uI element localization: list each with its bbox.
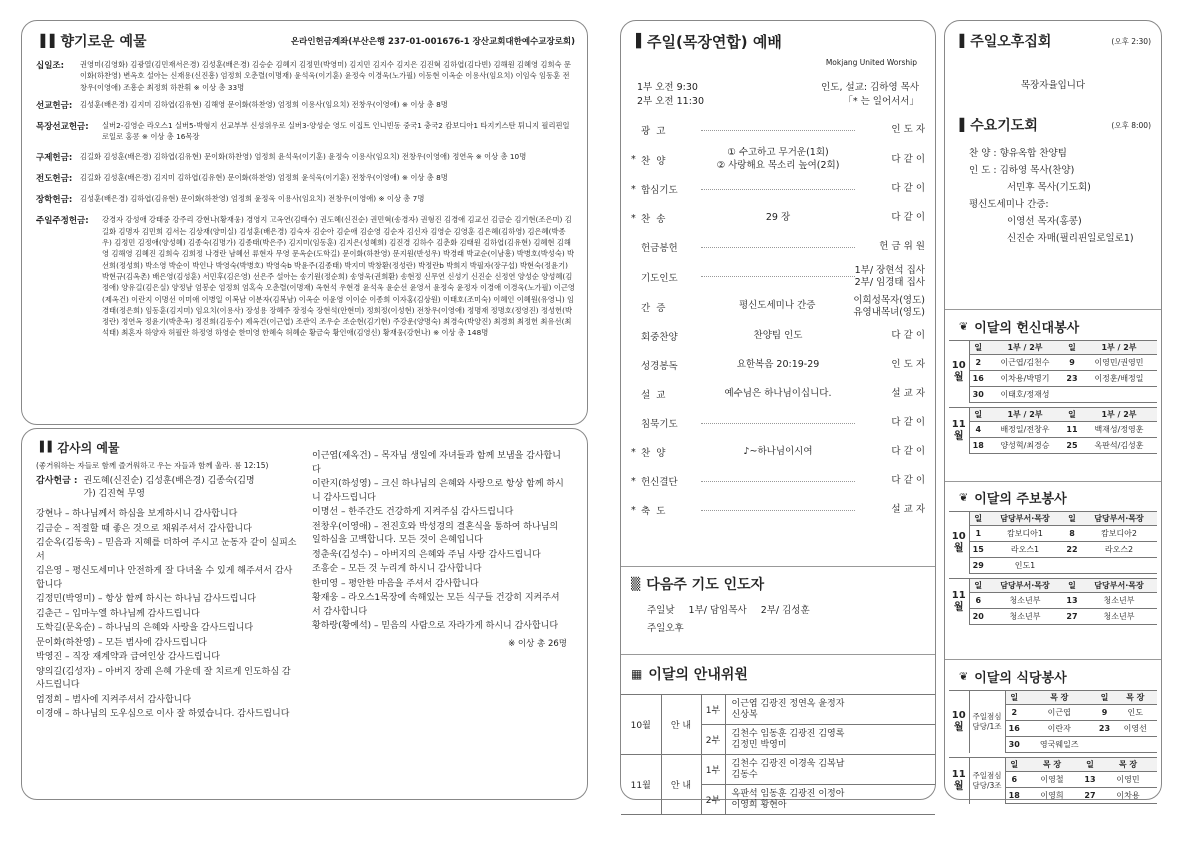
schedule-day <box>1063 558 1081 574</box>
schedule-name: 이영민 <box>1099 772 1157 788</box>
worship-item-leader: 다 같 이 <box>891 153 925 165</box>
offering-names: 권영미(김영화) 김광열(김민재서은경) 김성훈(배은경) 김승순 김혜지 김정민(박영미) 김지민 김지수 김지은 김진혁 김하엽(김다빈) 김해원 김혜영 김희숙 문이화(하찬영) 변옥호 설아는 신재용(신진흥) 엄정희 오춘렬(이명재) 윤석욱(이기훈) 윤정숙 이경욱(노가필) 이동현 이옥순 이용사(임요치) 이임숙 임동훈 전창우(이영애) 조흥순 최정희 하찬휘 ※ 이상 총 33명 <box>80 60 571 92</box>
guide-month: 10월 <box>621 695 661 755</box>
worship-item-mid: 찬양팀 인도 <box>753 329 803 341</box>
thanks-entry: 김금순 – 적절할 때 좋은 것으로 채워주셔서 감사합니다 <box>36 523 252 534</box>
schedule-day: 11 <box>1063 422 1081 438</box>
thanks-column-left <box>36 508 298 723</box>
schedule-day: 8 <box>1063 526 1081 542</box>
worship-item-name: 헌금봉헌 <box>641 243 678 254</box>
schedule-name: 이태호/정재성 <box>987 387 1063 403</box>
worship-item <box>631 116 925 145</box>
thanks-entry: 도학길(문옥순) – 하나님의 은혜와 사랑을 감사드립니다 <box>36 623 254 634</box>
offering-label: 십일조: <box>36 61 65 71</box>
offering-section <box>36 214 575 338</box>
thanks-offering-text: 권도혜(신진순) 김성훈(배은경) 김종숙(김명가) 김진혁 무영 <box>83 476 255 499</box>
standing-star: * <box>631 504 636 516</box>
schedule-header: 1부 / 2부 <box>987 408 1063 422</box>
bulletin-title: 이달의 주보봉사 <box>974 492 1067 507</box>
schedule-header: 일 <box>1063 512 1081 526</box>
schedule-name: 이영철 <box>1023 772 1081 788</box>
schedule-day: 6 <box>1005 772 1023 788</box>
schedule-day: 18 <box>1005 788 1023 804</box>
thanks-entry: 김춘근 – 입마누엘 하나님께 감사드립니다 <box>36 608 200 619</box>
guide-names: 김천수 김광진 이경욱 김복남 김동수 <box>725 755 935 785</box>
thanks-entry: 이근엽(제옥건) – 목자님 생일에 자녀들과 함께 보냄을 감사합니다 <box>312 451 561 475</box>
worship-item <box>631 262 925 292</box>
worship-item-mid <box>701 481 855 482</box>
account-text: 온라인헌금계좌(부산은행 237-01-001676-1 장산교회대한예수교장로회) <box>290 37 575 47</box>
schedule-day: 6 <box>969 593 987 609</box>
worship-item-mid <box>701 247 855 248</box>
worship-item <box>631 292 925 322</box>
offering-section <box>36 120 575 143</box>
schedule-name: 이정훈/배정일 <box>1081 371 1157 387</box>
schedule-day: 2 <box>1005 705 1023 721</box>
guide-role: 안 내 <box>661 755 701 815</box>
worship-box <box>620 20 936 810</box>
guides-table <box>621 694 935 815</box>
bars-icon: ▐ <box>955 118 965 132</box>
schedule-day: 18 <box>969 438 987 454</box>
service-time-2: 2부 오전 11:30 <box>637 96 704 108</box>
schedule-name: 라오스2 <box>1081 542 1157 558</box>
worship-item-leader: 인 도 자 <box>891 124 925 136</box>
schedule-header: 일 <box>1081 758 1099 772</box>
worship-item-name: 찬 양 <box>641 448 666 459</box>
thanks-entry: 엄정희 – 범사에 지켜주셔서 감사합니다 <box>36 694 192 705</box>
wednesday-line: 평신도세미나 간증: <box>969 199 1049 211</box>
thanks-offering-label: 감사헌금 : <box>36 476 78 486</box>
offering-label: 장학헌금: <box>36 195 73 206</box>
worship-item-leader: 다 같 이 <box>891 475 925 487</box>
schedule-name: 영국웨일즈 <box>1023 737 1095 753</box>
service-leader: 인도, 설교: 김하영 목사 <box>821 82 919 93</box>
worship-item-name: 헌신결단 <box>641 477 678 488</box>
schedule-side: 주일점심 담당/3조 <box>969 758 1005 804</box>
worship-item-leader: 다 같 이 <box>891 183 925 195</box>
schedule-day: 2 <box>969 355 987 371</box>
dedication-tables <box>949 340 1157 454</box>
offering-section <box>36 151 575 163</box>
worship-title: 주일(목장연합) 예배 <box>647 33 782 51</box>
guide-session: 2부 <box>701 785 725 815</box>
schedule-header: 목 장 <box>1023 691 1095 705</box>
schedule-day <box>1095 737 1113 753</box>
schedule-name: 이근엽 <box>1023 705 1095 721</box>
schedule-name <box>1081 558 1157 574</box>
worship-item-mid <box>701 130 855 131</box>
worship-item-mid <box>701 423 855 424</box>
schedule-day: 16 <box>1005 721 1023 737</box>
thanks-entry: 한미영 – 평안한 마음을 주셔서 감사합니다 <box>312 578 479 589</box>
schedule-month: 10 월 <box>949 691 969 753</box>
offering-section <box>36 172 575 184</box>
thanks-entry: 황하랑(황예석) – 믿음의 사람으로 자라가게 하시니 감사합니다 <box>312 621 559 632</box>
schedule-name: 인도1 <box>987 558 1063 574</box>
worship-item-name: 설 교 <box>641 390 666 401</box>
next-prayer-day2: 주일오후 <box>647 623 684 634</box>
worship-item-leader: 1부/ 장현석 집사 2부/ 임경태 집사 <box>854 264 925 288</box>
wednesday-title: 수요기도회 <box>970 118 1038 134</box>
schedule-day: 13 <box>1081 772 1099 788</box>
grid-icon: ▦ <box>631 667 643 681</box>
afternoon-text: 목장자율입니다 <box>1020 80 1086 91</box>
guide-names: 이근엽 김광진 정연옥 윤정자 신상복 <box>725 695 935 725</box>
thanks-total: ※ 이상 총 26명 <box>508 638 567 649</box>
worship-item-mid: 평신도세미나 간증 <box>738 300 816 312</box>
thanks-column-right <box>312 450 567 634</box>
worship-item-leader: 헌 금 위 원 <box>879 241 925 253</box>
offering-names: 김길화 김성훈(배은경) 김하엽(김유현) 문이화(하찬영) 엄정희 윤석욱(이기훈) 윤정숙 이용사(임요치) 전창우(이영애) 정연옥 ※ 이상 총 10명 <box>80 152 527 162</box>
worship-item-name: 간 증 <box>641 302 666 314</box>
schedule-name <box>1113 737 1157 753</box>
wednesday-lines <box>969 145 1151 248</box>
thanks-entry: 황재웅 – 라오스1목장에 속해있는 모든 식구들 건강히 지켜주셔서 감사합니다 <box>312 593 560 617</box>
worship-item <box>631 175 925 204</box>
worship-item-name: 성경봉독 <box>641 361 678 372</box>
schedule-day: 9 <box>1063 355 1081 371</box>
schedule-month: 11 월 <box>949 408 969 454</box>
offering-section <box>36 193 575 205</box>
offering-names: 김길화 김성훈(배은경) 김지미 김하엽(김유현) 문이화(하찬영) 엄정희 윤석욱(이기훈) 전창우(이영애) ※ 이상 총 8명 <box>80 173 448 183</box>
schedule-side: 주일점심 담당/1조 <box>969 691 1005 753</box>
thanks-entry: 전창우(이영애) – 전진호와 박성경의 결혼식을 통하여 하나님의 일하심을 고백합니다. 모든 것이 은혜입니다 <box>312 521 559 546</box>
offering-sections <box>36 59 575 339</box>
worship-item-name: 침묵기도 <box>641 419 678 430</box>
schedule-name: 이란자 <box>1023 721 1095 737</box>
worship-item <box>631 204 925 233</box>
guide-names: 옥판석 임동훈 김광진 이정아 이영희 황현아 <box>725 785 935 815</box>
schedule-day: 15 <box>969 542 987 558</box>
worship-item-mid <box>701 189 855 190</box>
worship-item-mid: 29 장 <box>765 211 791 223</box>
worship-subtitle: Mokjang United Worship <box>825 58 917 67</box>
schedule-header: 담당부서·목장 <box>987 512 1063 526</box>
schedule-name: 이근엽/김천수 <box>987 355 1063 371</box>
schedule-name: 청소년부 <box>1081 593 1157 609</box>
offering-names: 실버2-김영순 라오스1 실버5-박형지 선교부부 신성위우로 실버3-양성순 영도 이집트 인니빈동 중국1 충국2 캄보디아1 타지키스탄 튀니지 필리핀일로일로 홍콩 ※ 이상 총 16목장 <box>102 120 570 142</box>
schedule-header: 담당부서·목장 <box>987 579 1063 593</box>
offering-label: 전도헌금: <box>36 174 73 185</box>
checker-icon: ▒ <box>631 577 641 591</box>
schedule-day: 27 <box>1081 788 1099 804</box>
worship-item-leader: 이희성목자(영도) 유영내목녀(영도) <box>853 294 925 318</box>
thanks-entry: 이명선 – 한주간도 건강하게 지켜주심 감사드립니다 <box>312 507 514 518</box>
schedule-name: 이영선 <box>1113 721 1157 737</box>
thanks-note: (좋거워하는 자들로 함께 즐거워하고 우는 자들과 함께 울라. 롬 12:15) <box>36 461 269 470</box>
offering-label: 선교헌금: <box>36 100 73 111</box>
schedule-day: 30 <box>969 387 987 403</box>
worship-item <box>631 438 925 467</box>
bulletin-tables <box>949 511 1157 625</box>
next-prayer-1: 1부/ 담임목사 <box>688 605 747 616</box>
worship-item-leader: 다 같 이 <box>891 212 925 224</box>
schedule-day <box>1063 387 1081 403</box>
schedule-name: 양성혁/최경승 <box>987 438 1063 454</box>
schedule-header: 일 <box>1005 691 1023 705</box>
thanks-entry: 문이화(하찬영) – 모든 범사에 감사드립니다 <box>36 637 207 648</box>
standing-star: * <box>631 475 636 487</box>
bars-icon: ▐▐ <box>36 442 52 453</box>
schedule-header: 일 <box>1095 691 1113 705</box>
schedule-month: 10 월 <box>949 341 969 403</box>
afternoon-title: 주일오후집회 <box>970 34 1052 50</box>
worship-item <box>631 496 925 525</box>
schedule-name: 라오스1 <box>987 542 1063 558</box>
service-time-1: 1부 오전 9:30 <box>637 82 698 93</box>
leaf-icon: ❦ <box>959 320 969 333</box>
worship-item <box>631 380 925 409</box>
schedule-day: 4 <box>969 422 987 438</box>
worship-item-name: 광 고 <box>641 126 666 137</box>
guide-session: 2부 <box>701 725 725 755</box>
offering-names: 강경자 강성애 강태중 강주리 강현나(황재웅) 경영지 고옥연(김태수) 권도혜(신진순) 권민혁(송경자) 권형진 김경애 김교선 김금순 김기현(조은미) 김길화 김명자 김민희 김서는 김상재(양미실) 김성훈(배은경) 김숙자 김순아 김순애 김순영 김순자 김신자 김영순 김영훈 김은혜(김하영) 김은혜(박종우) 김정민 김정애(양성혜) 김종숙(김명가) 김종태(박은주) 김지미(임동훈) 김지은(성혜희) 김진경 김하수 김춘화 김태원 김하엽(김유현) 김혜현 김해영 김해영 김혜진 김희숙 김희정 나경란 남혜선 류현자 무영 문옥순(도학길) 문이화(하찬영) 문지원(반성우) 박경래 박교순(이남흥) 박병호(박성숙) 박선희(정성희) 박소영 박순이 박인나 박영숙(박병호) 박영숙b 박윤주(김종태) 박지미 박창환(정성란) 박정란b 박희지 박필자(장구섭) 박현숙(정윤기) 박현규(김옥촌) 배은영(김성훈) 서민후(김은영) 선은주 설아는 송기원(정순희) 송영욱(권희환) 송현정 신무연 신성기 신진순 신정연 양성순 양성혜(김정애) 양유길(김은실) 양정남 엄봉순 엄정희 엄혹숙 오춘렬(이명재) 옥현석 우현경 윤석욱 윤순선 윤영서 윤정숙 윤정자 이경애 이경욱(노가필) 이근영(제옥건) 이란지 이명선 이미애 이병일 이복남 이분자(김복남) 이옥순 이윤영 이이순 이종희 이자홍(김상원) 이태호(조미숙) 이혜인 이혜원(유영니) 임경태(정은희) 임동훈(김지미) 임요치(이용사) 장성용 장혜주 장정숙 장현석(안현미) 정희정(이성현) 전창우(이영애) 정명재 정명호(정영진) 정성헌(박정란) 정연옥 정윤기(박춘옥) 정진희(김동수) 제옥건(이근엽) 조관익 조우순 조순현(김기현) 주강운(양명숙) 최경숙(박양진) 최경희 최정헌 최유선(최석태) 최혼자 하양자 허필란 하정영 하영순 한미영 한혜숙 허혜순 황금숙 황인애(김영신) 황재웅(강현나) ※ 이상 총 148명 <box>102 215 575 338</box>
dining-tables <box>949 690 1157 804</box>
wednesday-line: 신진순 자매(필리핀일로일로1) <box>1007 233 1134 245</box>
schedule-header: 1부 / 2부 <box>1081 408 1157 422</box>
schedule-name: 이차용 <box>1099 788 1157 804</box>
offering-label: 주일주정헌금: <box>36 216 89 227</box>
dedication-title: 이달의 헌신대봉사 <box>974 321 1080 336</box>
schedule-day: 22 <box>1063 542 1081 558</box>
standing-star: * <box>631 212 636 224</box>
worship-item-name: 찬 송 <box>641 214 666 225</box>
bars-icon: ▐ <box>631 34 641 49</box>
schedule-header: 일 <box>1063 579 1081 593</box>
thanks-box <box>21 428 588 800</box>
worship-item-mid <box>701 276 855 277</box>
schedule-name: 캄보디아1 <box>987 526 1063 542</box>
guide-names: 김천수 임동훈 김광진 김영록 김정민 박영미 <box>725 725 935 755</box>
schedule-day: 23 <box>1063 371 1081 387</box>
schedule-header: 담당부서·목장 <box>1081 579 1157 593</box>
worship-item <box>631 409 925 438</box>
schedule-name: 배정일/전창우 <box>987 422 1063 438</box>
worship-item <box>631 322 925 351</box>
thanks-entry: 김정민(박영미) – 항상 함께 하시는 하나님 감사드립니다 <box>36 594 256 605</box>
schedule-header: 담당부서·목장 <box>1081 512 1157 526</box>
schedule-name: 옥판석/김성훈 <box>1081 438 1157 454</box>
worship-item-mid: ① 수고하고 무거운(1회) ② 사랑해요 목소리 높여(2회) <box>716 147 840 171</box>
schedule-month: 11 월 <box>949 579 969 625</box>
guide-role: 안 내 <box>661 695 701 755</box>
schedule-day: 13 <box>1063 593 1081 609</box>
schedule-name: 이차용/박명기 <box>987 371 1063 387</box>
worship-item-mid <box>701 510 855 511</box>
schedule-name: 청소년부 <box>987 609 1063 625</box>
worship-item-name: 찬 양 <box>641 155 666 167</box>
next-prayer-day: 주일낮 <box>647 605 675 616</box>
worship-item-name: 축 도 <box>641 506 666 517</box>
leaf-icon: ❦ <box>959 491 969 504</box>
thanks-entry: 박영진 – 직장 재계약과 급여인상 감사드립니다 <box>36 652 220 663</box>
thanks-entry: 정춘욱(김성수) – 아버지의 은혜와 주님 사랑 감사드립니다 <box>312 549 541 560</box>
standing-star: * <box>631 183 636 195</box>
guide-session: 1부 <box>701 695 725 725</box>
bars-icon: ▐▐ <box>36 34 55 48</box>
wednesday-line: 서민후 목사(기도회) <box>1007 182 1091 194</box>
thanks-entry: 김순옥(김동욱) – 믿음과 지혜를 더하여 주시고 눈동자 같이 실피소서 <box>36 538 297 562</box>
thanks-entry: 이란지(하성영) – 크신 하나님의 은혜와 사랑으로 항상 함께 하시니 감사드립니다 <box>312 479 564 503</box>
schedule-header: 일 <box>1063 408 1081 422</box>
schedule-day: 9 <box>1095 705 1113 721</box>
schedule-day: 20 <box>969 609 987 625</box>
schedule-day: 29 <box>969 558 987 574</box>
thanks-entry: 조흥순 – 모든 것 누리게 하시니 감사합니다 <box>312 564 482 575</box>
schedule-header: 1부 / 2부 <box>1081 341 1157 355</box>
schedule-header: 일 <box>969 579 987 593</box>
schedule-day: 16 <box>969 371 987 387</box>
worship-item-leader: 다 같 이 <box>891 417 925 429</box>
schedule-name: 이영희 <box>1023 788 1081 804</box>
wednesday-line: 찬 양 : 향유옥합 찬양팀 <box>969 148 1067 159</box>
schedule-day: 30 <box>1005 737 1023 753</box>
schedule-header: 일 <box>1005 758 1023 772</box>
offering-section <box>36 99 575 111</box>
right-column-box <box>944 20 1162 800</box>
worship-order <box>631 116 925 525</box>
next-prayer-2: 2부/ 김성훈 <box>760 605 810 616</box>
schedule-day: 27 <box>1063 609 1081 625</box>
schedule-header: 일 <box>969 341 987 355</box>
schedule-name: 캄보디아2 <box>1081 526 1157 542</box>
schedule-header: 일 <box>1063 341 1081 355</box>
dining-title: 이달의 식당봉사 <box>974 671 1067 686</box>
schedule-name: 백재성/정영훈 <box>1081 422 1157 438</box>
worship-item-name: 기도인도 <box>641 272 678 284</box>
worship-item-leader: 설 교 자 <box>891 504 925 516</box>
afternoon-time: (오후 2:30) <box>1111 36 1151 46</box>
schedule-month: 11 월 <box>949 758 969 804</box>
worship-item-leader: 설 교 자 <box>891 388 925 400</box>
schedule-name: 인도 <box>1113 705 1157 721</box>
schedule-header: 목 장 <box>1023 758 1081 772</box>
schedule-name: 청소년부 <box>987 593 1063 609</box>
worship-item-mid: 예수님은 하나님이십니다. <box>724 387 832 399</box>
schedule-header: 일 <box>969 512 987 526</box>
schedule-name: 청소년부 <box>1081 609 1157 625</box>
schedule-header: 목 장 <box>1113 691 1157 705</box>
worship-item-mid: 요한복음 20:19-29 <box>736 358 820 370</box>
guide-session: 1부 <box>701 755 725 785</box>
schedule-day: 23 <box>1095 721 1113 737</box>
wednesday-line: 인 도 : 김하영 목사(찬양) <box>969 165 1075 177</box>
standing-star: * <box>631 154 636 165</box>
offering-label: 구제헌금: <box>36 153 73 164</box>
standing-star: * <box>631 446 636 458</box>
worship-item-leader: 인 도 자 <box>891 359 925 371</box>
offering-title: 향기로운 예물 <box>60 34 147 50</box>
bars-icon: ▐ <box>955 34 965 48</box>
offering-box <box>21 20 588 425</box>
guide-month: 11월 <box>621 755 661 815</box>
worship-item <box>631 233 925 262</box>
worship-item <box>631 351 925 380</box>
standing-note: 「* 는 일어서서」 <box>843 96 919 108</box>
wednesday-line: 이영선 목자(홍콩) <box>1007 216 1082 228</box>
schedule-header: 목 장 <box>1099 758 1157 772</box>
offering-label: 목장선교헌금: <box>36 121 89 132</box>
leaf-icon: ❦ <box>959 670 969 683</box>
worship-item <box>631 467 925 496</box>
worship-item <box>631 145 925 175</box>
schedule-name: 이영민/권영민 <box>1081 355 1157 371</box>
schedule-name <box>1081 387 1157 403</box>
thanks-entry: 강현나 – 하나님께서 하심을 보게하시니 감사합니다 <box>36 509 238 520</box>
schedule-month: 10 월 <box>949 512 969 574</box>
schedule-day: 25 <box>1063 438 1081 454</box>
schedule-header: 일 <box>969 408 987 422</box>
worship-item-leader: 다 같 이 <box>891 446 925 458</box>
next-prayer-title: 다음주 기도 인도자 <box>646 577 765 593</box>
thanks-title: 감사의 예물 <box>57 441 120 455</box>
thanks-entry: 이경애 – 하나님의 도우심으로 이사 잘 하였습니다. 감사드립니다 <box>36 709 290 720</box>
schedule-day: 1 <box>969 526 987 542</box>
offering-names: 김성훈(배은경) 김지미 김하엽(김유현) 김해영 문이화(하찬영) 엄정희 이용사(임요치) 전창우(이영애) ※ 이상 총 8명 <box>80 99 448 109</box>
guides-title: 이달의 안내위원 <box>648 667 748 683</box>
worship-item-mid: ♪~하나님이시여 <box>743 445 813 457</box>
thanks-entry: 양의길(김성자) – 아버지 장례 은혜 가운데 잘 치르게 인도하심 감사드립니다 <box>36 666 291 691</box>
worship-item-name: 회중찬양 <box>641 332 678 343</box>
offering-section <box>36 59 575 93</box>
wednesday-time: (오후 8:00) <box>1111 120 1151 130</box>
schedule-header: 1부 / 2부 <box>987 341 1063 355</box>
offering-names: 김성훈(배은경) 김하엽(김유현) 문이화(하찬영) 엄정희 윤정욱 이용사(임요치) 전창우(이영애) ※ 이상 총 7명 <box>80 194 425 204</box>
worship-item-name: 합심기도 <box>641 185 678 196</box>
thanks-entry: 김은영 – 평신도세미나 안전하게 잘 다녀올 수 있게 해주셔서 감사합니다 <box>36 566 293 590</box>
worship-item-leader: 다 같 이 <box>891 330 925 342</box>
